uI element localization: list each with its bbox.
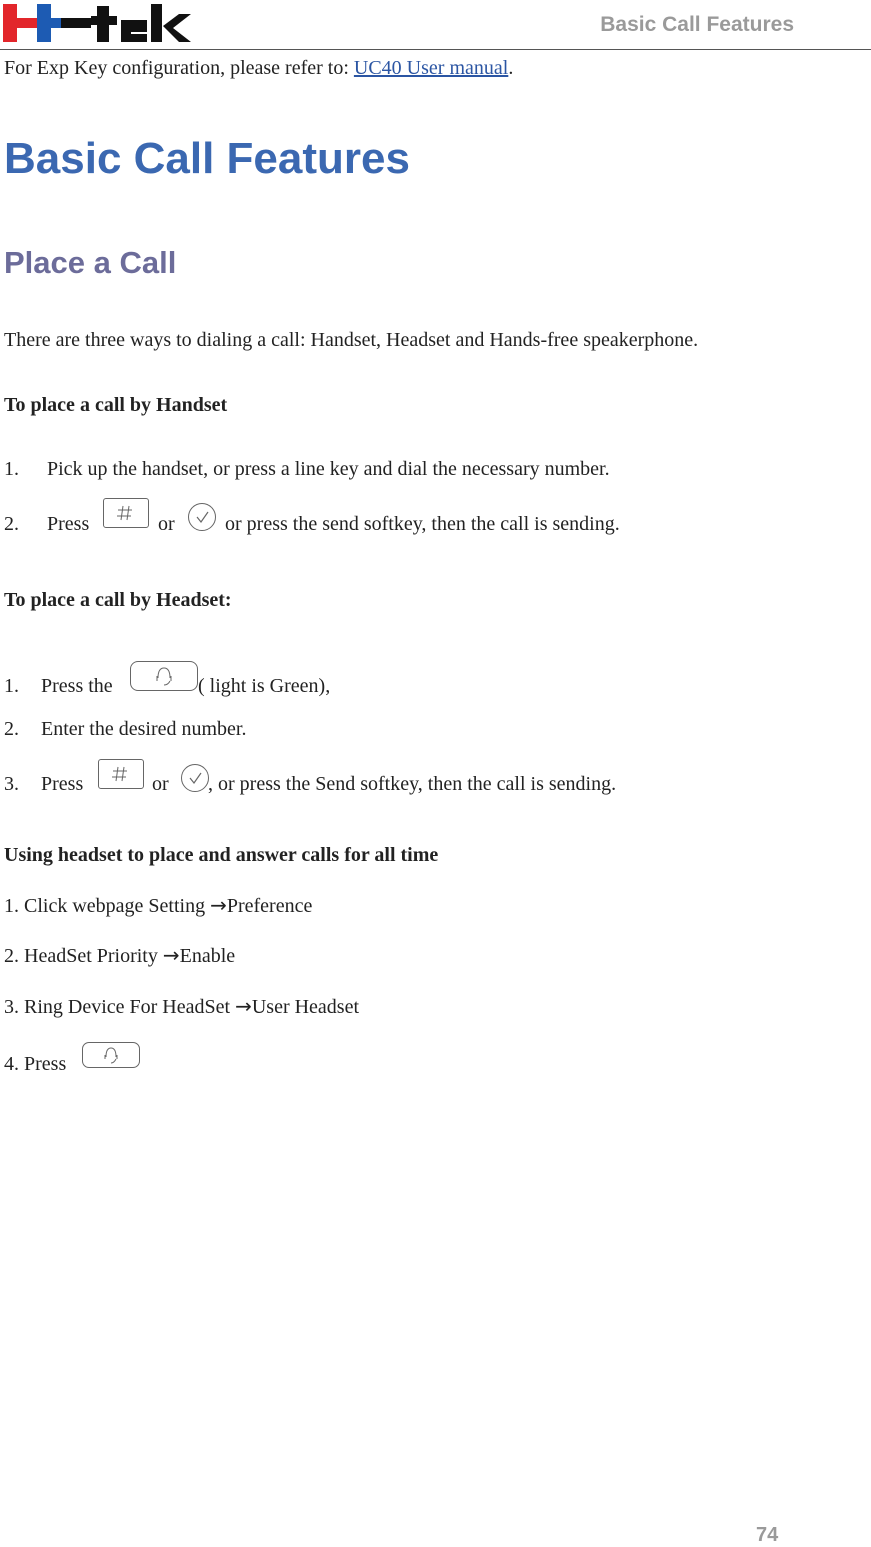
step-press: Press (41, 773, 84, 795)
section-heading: Place a Call (4, 245, 177, 280)
arrow-right-icon: → (235, 994, 252, 1018)
page-title: Basic Call Features (4, 134, 410, 183)
headset-step-3 (4, 772, 617, 802)
step-number: 2. (4, 513, 19, 535)
send-key-icon (188, 503, 216, 531)
step-or: or (152, 773, 169, 795)
step-rest: , or press the Send softkey, then the call is sending. (208, 773, 617, 795)
step-rest: ( light is Green), (198, 675, 331, 697)
handset-step-2 (4, 512, 620, 542)
always-step-2 (4, 943, 235, 968)
always-step-4 (4, 1052, 66, 1082)
step-text: Enter the desired number. (41, 718, 247, 740)
intro-line (4, 56, 513, 80)
arrow-right-icon: → (162, 943, 180, 967)
step-rest: or press the send softkey, then the call is sending. (225, 513, 620, 535)
hash-key-icon (103, 498, 149, 528)
arrow-right-icon: → (210, 893, 227, 917)
step-target: User Headset (251, 996, 360, 1018)
header-rule (0, 49, 871, 50)
send-key-icon (181, 764, 209, 792)
headset-key-icon (82, 1042, 140, 1068)
step-text: 4. Press (4, 1053, 67, 1075)
intro-text: For Exp Key configuration, please refer to: (4, 57, 354, 79)
step-number: 1. (4, 675, 19, 697)
handset-step-1 (4, 457, 610, 481)
step-number: 2. (4, 718, 19, 740)
headset-key-icon (130, 661, 198, 691)
intro-period: . (508, 57, 514, 79)
headset-step-1 (4, 674, 331, 704)
hash-key-icon (98, 759, 144, 789)
uc40-manual-link[interactable]: UC40 User manual (353, 57, 509, 79)
htek-logo (3, 2, 191, 44)
handset-heading: To place a call by Handset (4, 394, 228, 416)
always-headset-heading: Using headset to place and answer calls for all time (4, 844, 439, 866)
step-text: 1. Click webpage Setting (4, 895, 211, 917)
page-number: 74 (756, 1524, 779, 1546)
step-target: Preference (226, 895, 313, 917)
always-step-1 (4, 893, 312, 918)
step-text: Pick up the handset, or press a line key and dial the necessary number. (47, 458, 610, 480)
lead-paragraph: There are three ways to dialing a call: Handset, Headset and Hands-free speakerphone. (4, 329, 699, 351)
step-target: Enable (179, 945, 236, 967)
step-press: Press (47, 513, 90, 535)
step-press: Press the (41, 675, 113, 697)
always-step-3 (4, 994, 359, 1019)
headset-step-2 (4, 717, 247, 741)
headset-heading: To place a call by Headset: (4, 589, 232, 611)
step-text: 3. Ring Device For HeadSet (4, 996, 236, 1018)
step-number: 3. (4, 773, 19, 795)
step-text: 2. HeadSet Priority (4, 945, 163, 967)
step-number: 1. (4, 458, 19, 480)
step-or: or (158, 513, 175, 535)
running-title: Basic Call Features (600, 13, 794, 36)
